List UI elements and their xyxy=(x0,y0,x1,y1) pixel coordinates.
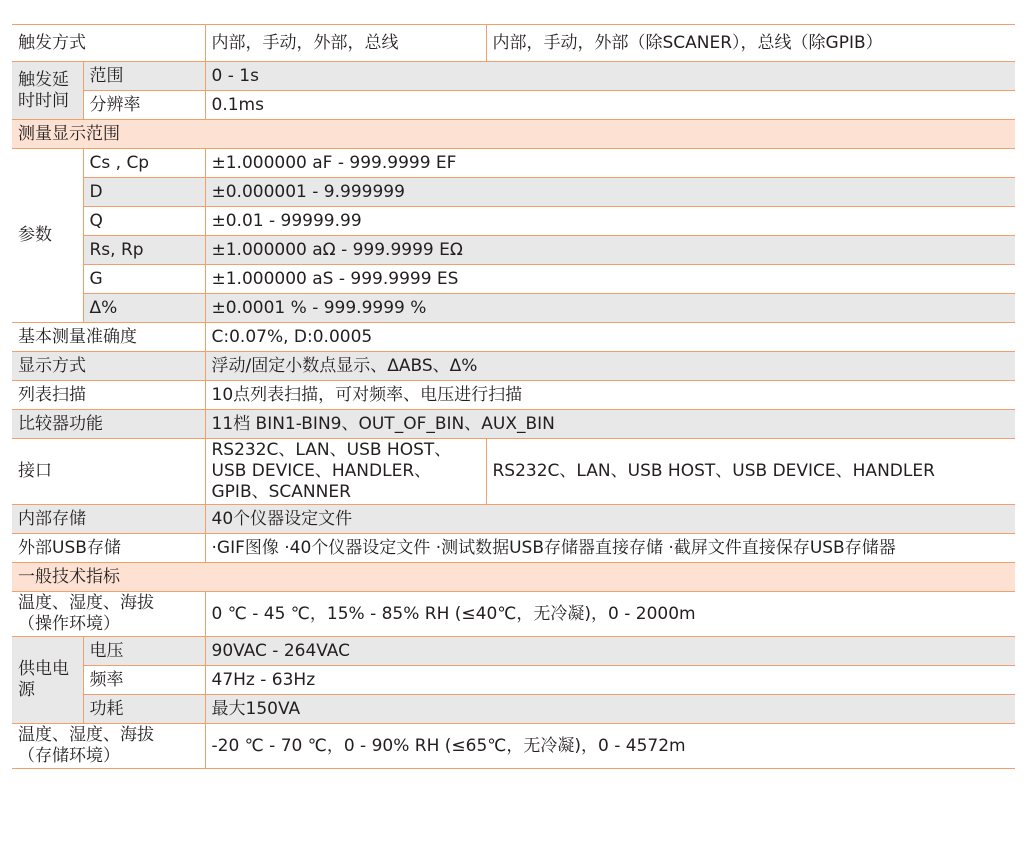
row-storage-env xyxy=(12,724,1015,769)
row-operating-env xyxy=(12,592,1015,637)
row-power-frequency xyxy=(12,666,1015,695)
interface-value-a-line: GPIB、SCANNER xyxy=(211,482,351,502)
param-name: Rs, Rp xyxy=(83,236,205,265)
trigger-delay-label: 触发延时时间 xyxy=(12,62,83,120)
row-trigger-mode xyxy=(12,25,1015,62)
param-row xyxy=(12,236,1015,265)
row-interface xyxy=(12,439,1015,505)
storage-env-label xyxy=(12,724,205,769)
param-value: ±1.000000 aS - 999.9999 ES xyxy=(205,265,1015,294)
row-power-voltage xyxy=(12,637,1015,666)
interface-label: 接口 xyxy=(12,439,205,505)
row-list-scan xyxy=(12,381,1015,410)
external-usb-label: 外部USB存储 xyxy=(12,534,205,563)
param-row xyxy=(12,294,1015,323)
param-name: Cs , Cp xyxy=(83,149,205,178)
param-row xyxy=(12,207,1015,236)
param-name: D xyxy=(83,178,205,207)
power-voltage-label: 电压 xyxy=(83,637,205,666)
power-consumption-value: 最大150VA xyxy=(205,695,1015,724)
list-scan-value: 10点列表扫描，可对频率、电压进行扫描 xyxy=(205,381,1015,410)
param-value: ±1.000000 aΩ - 999.9999 EΩ xyxy=(205,236,1015,265)
external-usb-value: ·GIF图像 ·40个仪器设定文件 ·测试数据USB存储器直接存储 ·截屏文件直接保存USB存储器 xyxy=(205,534,1015,563)
spec-table xyxy=(12,24,1015,769)
param-value: ±1.000000 aF - 999.9999 EF xyxy=(205,149,1015,178)
comparator-value: 11档 BIN1-BIN9、OUT_OF_BIN、AUX_BIN xyxy=(205,410,1015,439)
operating-env-label-line1: 温度、湿度、海拔 xyxy=(18,593,154,613)
param-row xyxy=(12,178,1015,207)
list-scan-label: 列表扫描 xyxy=(12,381,205,410)
section-display-range xyxy=(12,120,1015,149)
param-name: Δ% xyxy=(83,294,205,323)
operating-env-label xyxy=(12,592,205,637)
section-general xyxy=(12,563,1015,592)
row-comparator xyxy=(12,410,1015,439)
param-value: ±0.000001 - 9.999999 xyxy=(205,178,1015,207)
parameters-label: 参数 xyxy=(12,149,83,323)
display-mode-label: 显示方式 xyxy=(12,352,205,381)
interface-value-b: RS232C、LAN、USB HOST、USB DEVICE、HANDLER xyxy=(486,439,1015,505)
general-header: 一般技术指标 xyxy=(12,563,1015,592)
row-power-consumption xyxy=(12,695,1015,724)
trigger-mode-value-a: 内部，手动，外部，总线 xyxy=(205,25,486,62)
row-basic-accuracy xyxy=(12,323,1015,352)
internal-storage-value: 40个仪器设定文件 xyxy=(205,505,1015,534)
power-frequency-value: 47Hz - 63Hz xyxy=(205,666,1015,695)
storage-env-label-line1: 温度、湿度、海拔 xyxy=(18,725,154,745)
row-trigger-delay-range xyxy=(12,62,1015,91)
param-row xyxy=(12,265,1015,294)
internal-storage-label: 内部存储 xyxy=(12,505,205,534)
basic-accuracy-label: 基本测量准确度 xyxy=(12,323,205,352)
operating-env-value: 0 ℃ - 45 ℃，15% - 85% RH (≤40℃，无冷凝)，0 - 2000m xyxy=(205,592,1015,637)
power-voltage-value: 90VAC - 264VAC xyxy=(205,637,1015,666)
trigger-delay-range-value: 0 - 1s xyxy=(205,62,1015,91)
trigger-delay-resolution-value: 0.1ms xyxy=(205,91,1015,120)
comparator-label: 比较器功能 xyxy=(12,410,205,439)
row-external-usb xyxy=(12,534,1015,563)
trigger-mode-label: 触发方式 xyxy=(12,25,205,62)
storage-env-label-line2: （存储环境） xyxy=(18,746,120,766)
storage-env-value: -20 ℃ - 70 ℃，0 - 90% RH (≤65℃，无冷凝)，0 - 4572m xyxy=(205,724,1015,769)
param-value: ±0.0001 % - 999.9999 % xyxy=(205,294,1015,323)
interface-value-a xyxy=(205,439,486,505)
interface-value-a-line: RS232C、LAN、USB HOST、 xyxy=(211,440,452,460)
param-name: Q xyxy=(83,207,205,236)
row-internal-storage xyxy=(12,505,1015,534)
trigger-delay-resolution-label: 分辨率 xyxy=(83,91,205,120)
row-trigger-delay-resolution xyxy=(12,91,1015,120)
param-value: ±0.01 - 99999.99 xyxy=(205,207,1015,236)
power-frequency-label: 频率 xyxy=(83,666,205,695)
power-consumption-label: 功耗 xyxy=(83,695,205,724)
display-range-header: 测量显示范围 xyxy=(12,120,1015,149)
row-display-mode xyxy=(12,352,1015,381)
interface-value-a-line: USB DEVICE、HANDLER、 xyxy=(211,461,432,481)
power-label: 供电电源 xyxy=(12,637,83,724)
trigger-mode-value-b: 内部，手动，外部（除SCANER），总线（除GPIB） xyxy=(486,25,1015,62)
display-mode-value: 浮动/固定小数点显示、ΔABS、Δ% xyxy=(205,352,1015,381)
basic-accuracy-value: C:0.07%, D:0.0005 xyxy=(205,323,1015,352)
operating-env-label-line2: （操作环境） xyxy=(18,614,120,634)
param-row xyxy=(12,149,1015,178)
trigger-delay-range-label: 范围 xyxy=(83,62,205,91)
param-name: G xyxy=(83,265,205,294)
